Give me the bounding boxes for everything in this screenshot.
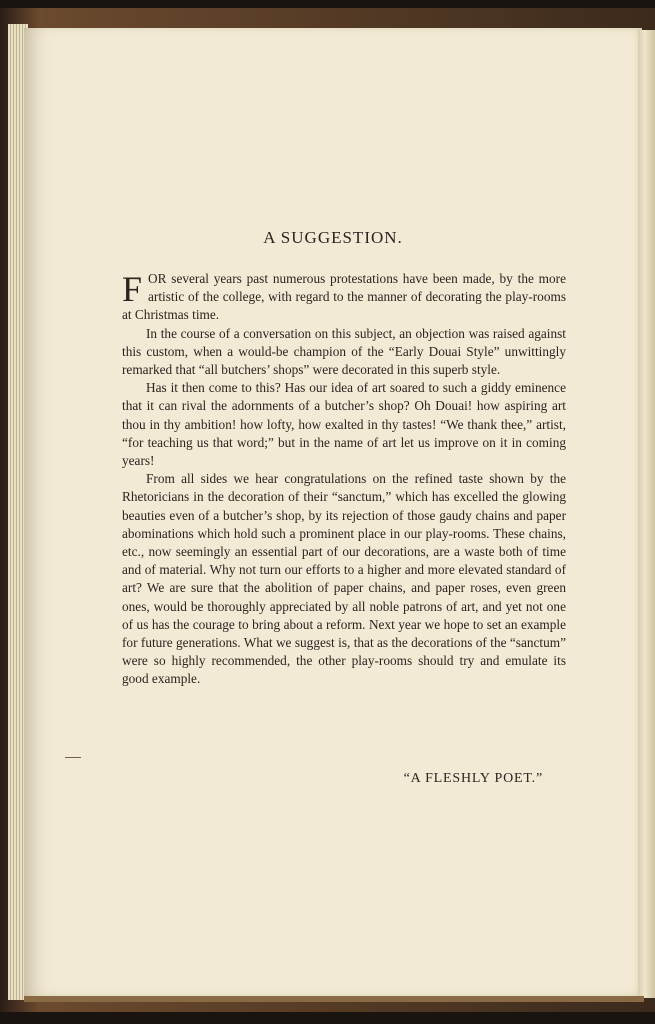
cover-bottom-edge bbox=[24, 996, 644, 1002]
drop-cap: F bbox=[122, 269, 143, 309]
paragraph-2: In the course of a conversation on this subject, an objection was raised against this custom, when a would-be champion of the “Early Douai Style” unwittingly remarked that “all butchers’ shops” were decorated in this superb style. bbox=[122, 325, 566, 378]
paragraph-1-text: OR several years past numerous protestations have been made, by the more artistic of the college, with regard to the manner of decorating the play-rooms at Christmas time. bbox=[122, 271, 566, 323]
article-title: A SUGGESTION. bbox=[263, 228, 403, 247]
page-stack-right bbox=[638, 30, 655, 998]
article-signature: “A FLESHLY POET.” bbox=[403, 771, 543, 786]
paragraph-3: Has it then come to this? Has our idea of art soared to such a giddy eminence that it can rival the adornments of a butcher’s shop? Oh Douai! how aspiring art thou in thy ambition! how lofty, how exalted in thy tastes! “We thank thee,” artist, “for teaching us that word;” but in the name of art let us improve on it in coming years! bbox=[122, 380, 566, 469]
article-body bbox=[122, 270, 566, 689]
paragraph-1 bbox=[122, 270, 566, 325]
paragraph-4: From all sides we hear congratulations on the refined taste shown by the Rhetoricians in the decoration of their “sanctum,” which has excelled the glowing beauties even of a butcher’s shop, by its rejection of those gaudy chains and paper abominations which hold such a prominent place in our play-rooms. These chains, etc., now seemingly an essential part of our decorations, are a waste both of time and of material. Why not turn our efforts to a higher and more elevated standard of art? We are sure that the abolition of paper chains, and paper roses, even green ones, would be thoroughly appreciated by all noble patrons of art, and yet not one of us has the courage to bring about a reform. Next year we hope to set an example for future generations. What we suggest is, that as the decorations of the “sanctum” were so highly recommended, the other play-rooms should try and emulate its good example. bbox=[122, 471, 566, 687]
margin-mark bbox=[65, 757, 81, 758]
